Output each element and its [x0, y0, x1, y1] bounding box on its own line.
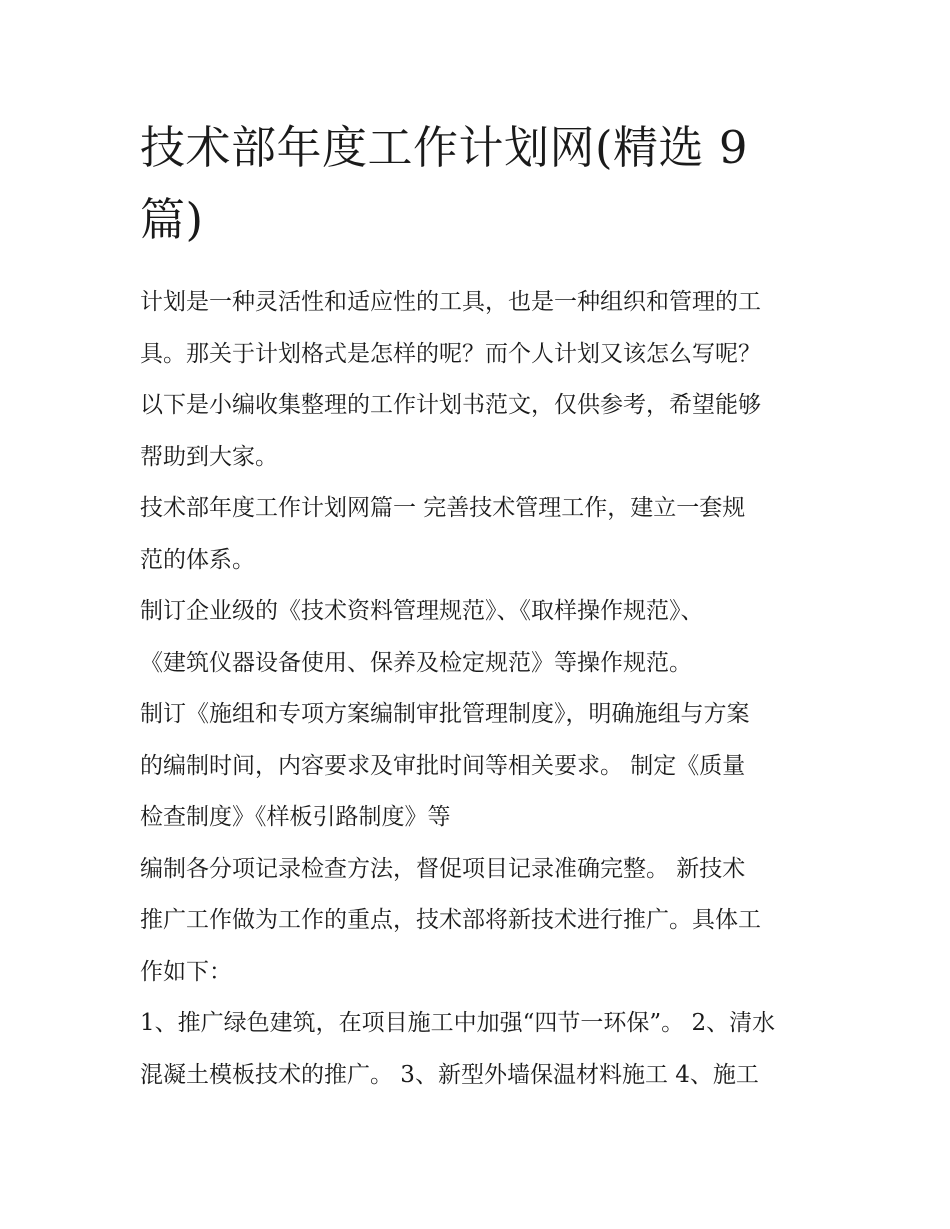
paragraph-task-list — [140, 998, 820, 1101]
text-line: 以下是小编收集整理的工作计划书范文，仅供参考，希望能够 — [140, 392, 761, 418]
paragraph-new-technology — [140, 844, 820, 999]
text-line: 具。那关于计划格式是怎样的呢？而个人计划又该怎么写呢？ — [140, 340, 761, 367]
document-page — [140, 112, 820, 1101]
title-line: 篇) — [140, 193, 204, 246]
text-line: 范的体系。 — [140, 546, 255, 573]
text-line: 制订《施组和专项方案编制审批管理制度》，明确施组与方案 — [140, 701, 750, 727]
title-line: 技术部年度工作计划网(精选 9 — [140, 121, 748, 174]
document-body — [140, 277, 820, 1101]
text-line: 制订企业级的《技术资料管理规范》、《取样操作规范》、 — [140, 598, 704, 624]
paragraph-intro — [140, 277, 820, 483]
paragraph-approval-system — [140, 689, 820, 844]
text-line: 计划是一种灵活性和适应性的工具，也是一种组织和管理的工 — [140, 289, 761, 315]
document-title — [140, 112, 820, 256]
text-line: 混凝土模板技术的推广。 3、新型外墙保温材料施工 4、施工 — [140, 1061, 759, 1088]
text-line: 的编制时间，内容要求及审批时间等相关要求。 制定《质量 — [140, 752, 746, 779]
text-line: 推广工作做为工作的重点，技术部将新技术进行推广。具体工 — [140, 907, 761, 933]
text-line: 检查制度》《样板引路制度》等 — [140, 804, 451, 830]
text-line: 技术部年度工作计划网篇一 完善技术管理工作，建立一套规 — [140, 495, 746, 521]
paragraph-standards — [140, 586, 820, 689]
text-line: 作如下： — [140, 958, 232, 985]
text-line: 编制各分项记录检查方法，督促项目记录准确完整。 新技术 — [140, 855, 746, 882]
text-line: 帮助到大家。 — [140, 443, 278, 470]
text-line: 《建筑仪器设备使用、保养及检定规范》等操作规范。 — [140, 649, 692, 676]
paragraph-section-one — [140, 483, 820, 586]
text-line: 1、推广绿色建筑，在项目施工中加强“四节一环保”。 2、清水 — [140, 1010, 776, 1036]
